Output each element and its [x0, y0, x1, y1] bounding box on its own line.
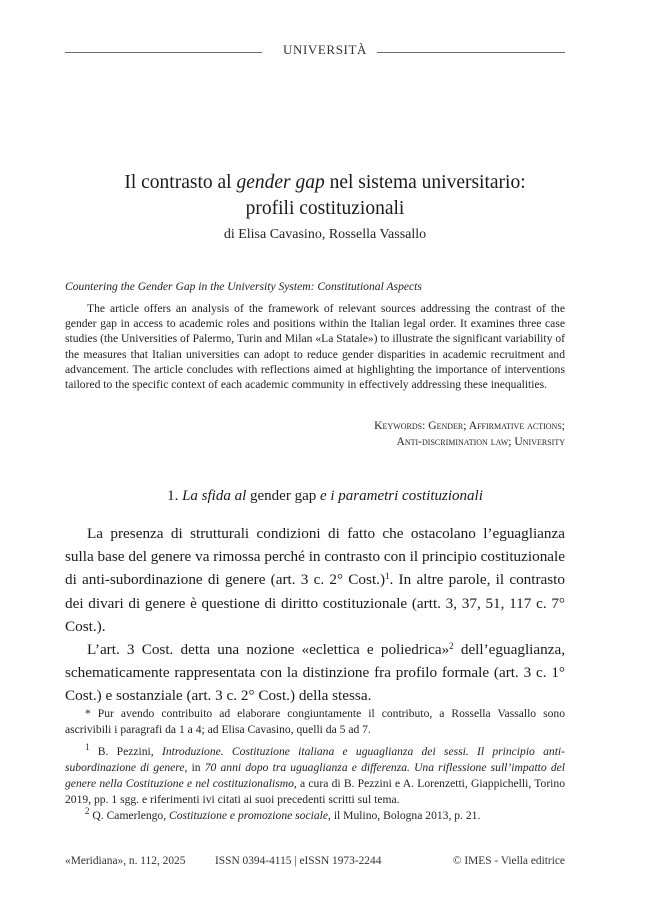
running-header	[0, 42, 650, 58]
footnotes	[65, 744, 565, 824]
footer-journal: «Meridiana», n. 112, 2025	[65, 855, 186, 867]
paragraph-1-text-b: . In altre parole, il contrasto dei divari di genere è questione di diritto costituzionale (artt. 3, 37, 51, 117 c. 7° Cost.).	[65, 571, 565, 635]
title-line2: profili costituzionali	[245, 198, 405, 219]
footnote-2-title: Costituzione e promozione sociale	[169, 809, 329, 822]
paragraph-2-text-a: L’art. 3 Cost. detta una nozione «eclettica e poliedrica»	[87, 641, 450, 659]
article-authors: di Elisa Cavasino, Rossella Vassallo	[223, 227, 427, 242]
footnote-2	[65, 808, 565, 824]
english-title: Countering the Gender Gap in the University System: Constitutional Aspects	[65, 280, 422, 293]
footnote-1	[65, 744, 565, 808]
footnote-1-text-b: , in	[184, 761, 205, 774]
footnote-1-text-a: B. Pezzini,	[89, 745, 162, 758]
body-paragraph-2	[65, 638, 565, 708]
section-heading-em2: e i parametri costituzionali	[319, 488, 483, 504]
footnote-2-text-a: Q. Camerlengo,	[89, 809, 170, 822]
footer-issn: ISSN 0394-4115 | eISSN 1973-2244	[215, 855, 382, 867]
footnote-ref-1[interactable]: 1	[385, 571, 390, 582]
section-number: 1.	[167, 488, 183, 504]
title-line1-post: nel sistema universitario:	[324, 172, 526, 193]
title-line1-pre: Il contrasto al	[124, 172, 237, 193]
section-heading-em1: La sfida al	[182, 488, 247, 504]
author-note	[65, 706, 565, 738]
section-heading-plain: gender gap	[246, 488, 320, 504]
abstract-text: The article offers an analysis of the framework of relevant sources addressing the contrast of the gender gap in access to academic roles and positions within the Italian legal order. It examines three case studies (the Universities of Palermo, Turin and Milan «La Statale») to illustrate the significant variability of the measures that Italian universities can adopt to reduce gender disparities in academic recruitment and advancement. The article concludes with reflections aimed at highlighting the importance of interventions tailored to the specific context of each academic community in effectively addressing these inequalities.	[65, 302, 565, 392]
body-text	[65, 522, 565, 708]
footnote-1-number: 1	[85, 742, 90, 752]
footnote-1-title: Introduzione. Costituzione italiana e uguaglianza dei sessi. Il principio anti-subordinazione di genere	[65, 745, 566, 774]
article-title	[60, 170, 590, 222]
footnote-2-text-b: , il Mulino, Bologna 2013, p. 21.	[328, 809, 481, 822]
page-footer	[65, 855, 565, 871]
paragraph-2-text-b: dell’eguaglianza, schematicamente rappresentata con la distinzione fra profilo formale (art. 3 c. 1° Cost.) e sostanziale (art. 3 c. 2° Cost.) della stessa.	[65, 641, 565, 705]
section-heading	[60, 488, 590, 505]
body-paragraph-1	[65, 522, 565, 638]
footnote-1-text-c: , a cura di B. Pezzini e A. Lorenzetti, Giappichelli, Torino 2019, pp. 1 sgg. e riferimenti ivi citati ai suoi precedenti scritti sul tema.	[65, 777, 565, 806]
keywords-line2: Anti-discrimination law; University	[396, 434, 565, 448]
title-line1-emphasis: gender gap	[236, 172, 325, 193]
author-note-text: * Pur avendo contribuito ad elaborare congiuntamente il contributo, a Rossella Vassallo sono ascrivibili i paragrafi da 1 a 4; ad Elisa Cavasino, quelli da 5 ad 7.	[65, 707, 565, 736]
footnote-2-number: 2	[85, 806, 90, 816]
footnote-1-volume: 70 anni dopo tra uguaglianza e differenza. Una riflessione sull’impatto del genere nella Costituzione e nel costituzionalismo	[65, 761, 565, 790]
keywords	[65, 418, 565, 449]
keywords-line1: Keywords: Gender; Affirmative actions;	[374, 419, 565, 432]
running-header-text: UNIVERSITÀ	[273, 42, 377, 57]
abstract	[65, 301, 565, 392]
footer-publisher: © IMES - Viella editrice	[452, 855, 565, 867]
footnote-ref-2[interactable]: 2	[449, 641, 454, 652]
paragraph-1-text-a: La presenza di strutturali condizioni di fatto che ostacolano l’eguaglianza sulla base del genere va rimossa perché in contrasto con il principio costituzionale di anti-subordinazione di genere (art. 3 c. 2° Cost.)	[65, 525, 565, 589]
